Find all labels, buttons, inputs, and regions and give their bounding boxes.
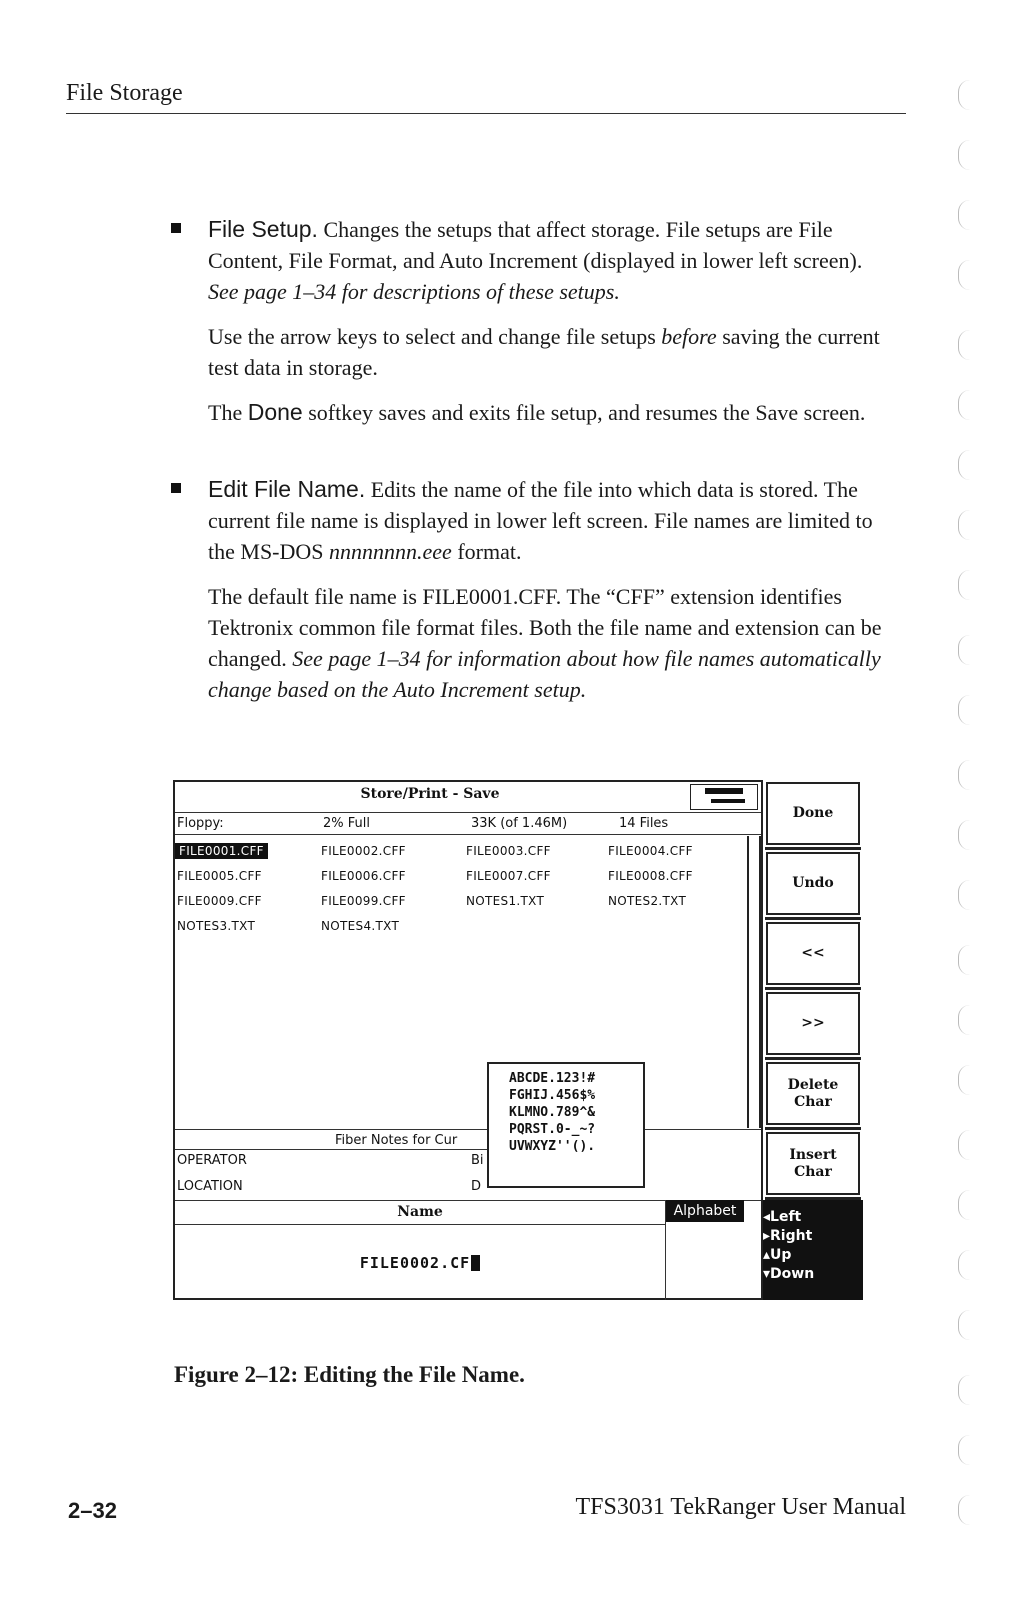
bullet-term: Edit File Name. (208, 476, 366, 502)
page-number: 2–32 (68, 1498, 117, 1523)
binding-mark (958, 760, 971, 790)
file-count: 14 Files (619, 816, 669, 831)
bullet-icon (171, 483, 181, 493)
divider (175, 1129, 761, 1130)
binding-mark (958, 260, 971, 290)
divider (175, 1149, 495, 1150)
location-field[interactable]: LOCATION (177, 1179, 243, 1194)
binding-mark (958, 330, 971, 360)
binding-mark (958, 1310, 971, 1340)
file-item[interactable]: FILE0007.CFF (466, 869, 551, 883)
binding-mark (958, 510, 971, 540)
field-fragment: Bi (471, 1153, 484, 1168)
binding-mark (958, 1130, 971, 1160)
bullet-text: Edits the name of the file into which data is stored. The current file name is displayed in lower left screen. File names are limited to the MS-DOS (208, 477, 873, 564)
screen-main-panel (173, 780, 763, 1300)
bullet-edit-file-name (208, 474, 898, 567)
battery-icon (690, 784, 758, 810)
binding-mark (958, 200, 971, 230)
text: softkey saves and exits file setup, and resumes the Save screen. (302, 400, 866, 425)
alphabet-row[interactable]: KLMNO.789^& (509, 1105, 596, 1120)
text: saving the current test data in storage. (208, 324, 880, 380)
binding-mark (958, 1435, 971, 1465)
alphabet-column (665, 1200, 761, 1300)
drive-label: Floppy: (177, 816, 224, 831)
binding-mark (958, 140, 971, 170)
file-list-scrollbar[interactable] (747, 836, 761, 1128)
softkey-column (763, 780, 863, 1300)
file-name-input[interactable] (175, 1254, 665, 1272)
file-item[interactable]: FILE0099.CFF (321, 894, 406, 908)
binding-mark (958, 1250, 971, 1280)
down-arrow-hint: ▾Down (763, 1266, 815, 1282)
insert-char-softkey[interactable]: Insert Char (766, 1132, 860, 1195)
alphabet-tab[interactable]: Alphabet (666, 1200, 744, 1222)
binding-mark (958, 1375, 971, 1405)
text: The default file name is FILE0001.CFF. The “CFF” extension identifies Tektronix common file format files. Both the file name and extension can be changed. (208, 584, 882, 671)
binding-mark (958, 390, 971, 420)
binding-mark (958, 945, 971, 975)
up-arrow-hint: ▴Up (763, 1247, 792, 1263)
header-rule (66, 113, 906, 114)
manual-title: TFS3031 TekRanger User Manual (575, 1494, 906, 1520)
field-fragment: D (471, 1179, 482, 1194)
file-item[interactable]: FILE0008.CFF (608, 869, 693, 883)
alphabet-row[interactable]: PQRST.0-_~? (509, 1122, 596, 1137)
bullet-italic: See page 1–34 for descriptions of these setups. (208, 279, 620, 304)
divider (175, 834, 761, 835)
section-title: File Storage (66, 80, 183, 106)
fiber-notes-label: Fiber Notes for Cur (335, 1133, 458, 1148)
divider (175, 1224, 665, 1225)
file-item[interactable]: NOTES2.TXT (608, 894, 687, 908)
file-item[interactable]: NOTES1.TXT (466, 894, 545, 908)
undo-softkey[interactable]: Undo (766, 852, 860, 915)
alphabet-popup[interactable] (487, 1062, 645, 1188)
disk-size: 33K (of 1.46M) (471, 816, 568, 831)
scroll-right-softkey[interactable]: >> (766, 992, 860, 1055)
name-label: Name (397, 1204, 443, 1220)
text: Use the arrow keys to select and change file setups (208, 324, 662, 349)
bullet-term: File Setup. (208, 216, 318, 242)
figure-caption: Figure 2–12: Editing the File Name. (174, 1362, 525, 1387)
alphabet-row[interactable]: FGHIJ.456$% (509, 1088, 596, 1103)
delete-char-softkey[interactable]: Delete Char (766, 1062, 860, 1125)
file-item[interactable]: FILE0003.CFF (466, 844, 551, 858)
right-arrow-hint: ▸Right (763, 1228, 813, 1244)
instrument-screen-figure (173, 780, 863, 1300)
binding-mark (958, 880, 971, 910)
binding-mark (958, 635, 971, 665)
alphabet-row[interactable]: ABCDE.123!# (509, 1071, 596, 1086)
file-item-selected[interactable]: FILE0001.CFF (175, 843, 268, 859)
text-cursor (471, 1255, 480, 1271)
divider (175, 812, 761, 813)
binding-mark (958, 820, 971, 850)
file-item[interactable]: FILE0002.CFF (321, 844, 406, 858)
file-item[interactable]: FILE0005.CFF (177, 869, 262, 883)
file-name-text: FILE0002.CF (359, 1254, 471, 1272)
done-paragraph (208, 397, 898, 428)
bullet-tail: format. (451, 539, 522, 564)
bullet-italic: nnnnnnnn.eee (329, 539, 452, 564)
bullet-icon (171, 223, 181, 233)
emphasis: before (661, 324, 717, 349)
file-item[interactable]: NOTES4.TXT (321, 919, 400, 933)
done-softkey[interactable]: Done (766, 782, 860, 845)
text: The (208, 400, 248, 425)
left-arrow-hint: ◂Left (763, 1209, 802, 1225)
binding-mark (958, 1190, 971, 1220)
disk-used: 2% Full (323, 816, 370, 831)
scroll-left-softkey[interactable]: << (766, 922, 860, 985)
binding-mark (958, 1005, 971, 1035)
emphasis: See page 1–34 for information about how file names automatically change based on the Auto Increment setup. (208, 646, 881, 702)
file-item[interactable]: FILE0004.CFF (608, 844, 693, 858)
default-name-paragraph (208, 581, 898, 705)
binding-mark (958, 1065, 971, 1095)
bullet-file-setup (208, 214, 898, 307)
binding-mark (958, 695, 971, 725)
binding-mark (958, 570, 971, 600)
file-item[interactable]: FILE0009.CFF (177, 894, 262, 908)
arrow-keys-paragraph (208, 321, 898, 383)
binding-mark (958, 1495, 971, 1525)
arrow-navigation-legend (763, 1200, 863, 1300)
file-item[interactable]: NOTES3.TXT (177, 919, 256, 933)
operator-field[interactable]: OPERATOR (177, 1153, 247, 1168)
binding-mark (958, 450, 971, 480)
bullet-text: Changes the setups that affect storage. File setups are File Content, File Format, and Auto Increment (displayed in lower left screen). (208, 217, 863, 273)
binding-mark (958, 80, 971, 110)
file-item[interactable]: FILE0006.CFF (321, 869, 406, 883)
screen-title: Store/Print - Save (360, 786, 500, 802)
alphabet-row[interactable]: UVWXYZ''(). (509, 1139, 596, 1154)
softkey-term: Done (247, 399, 303, 425)
